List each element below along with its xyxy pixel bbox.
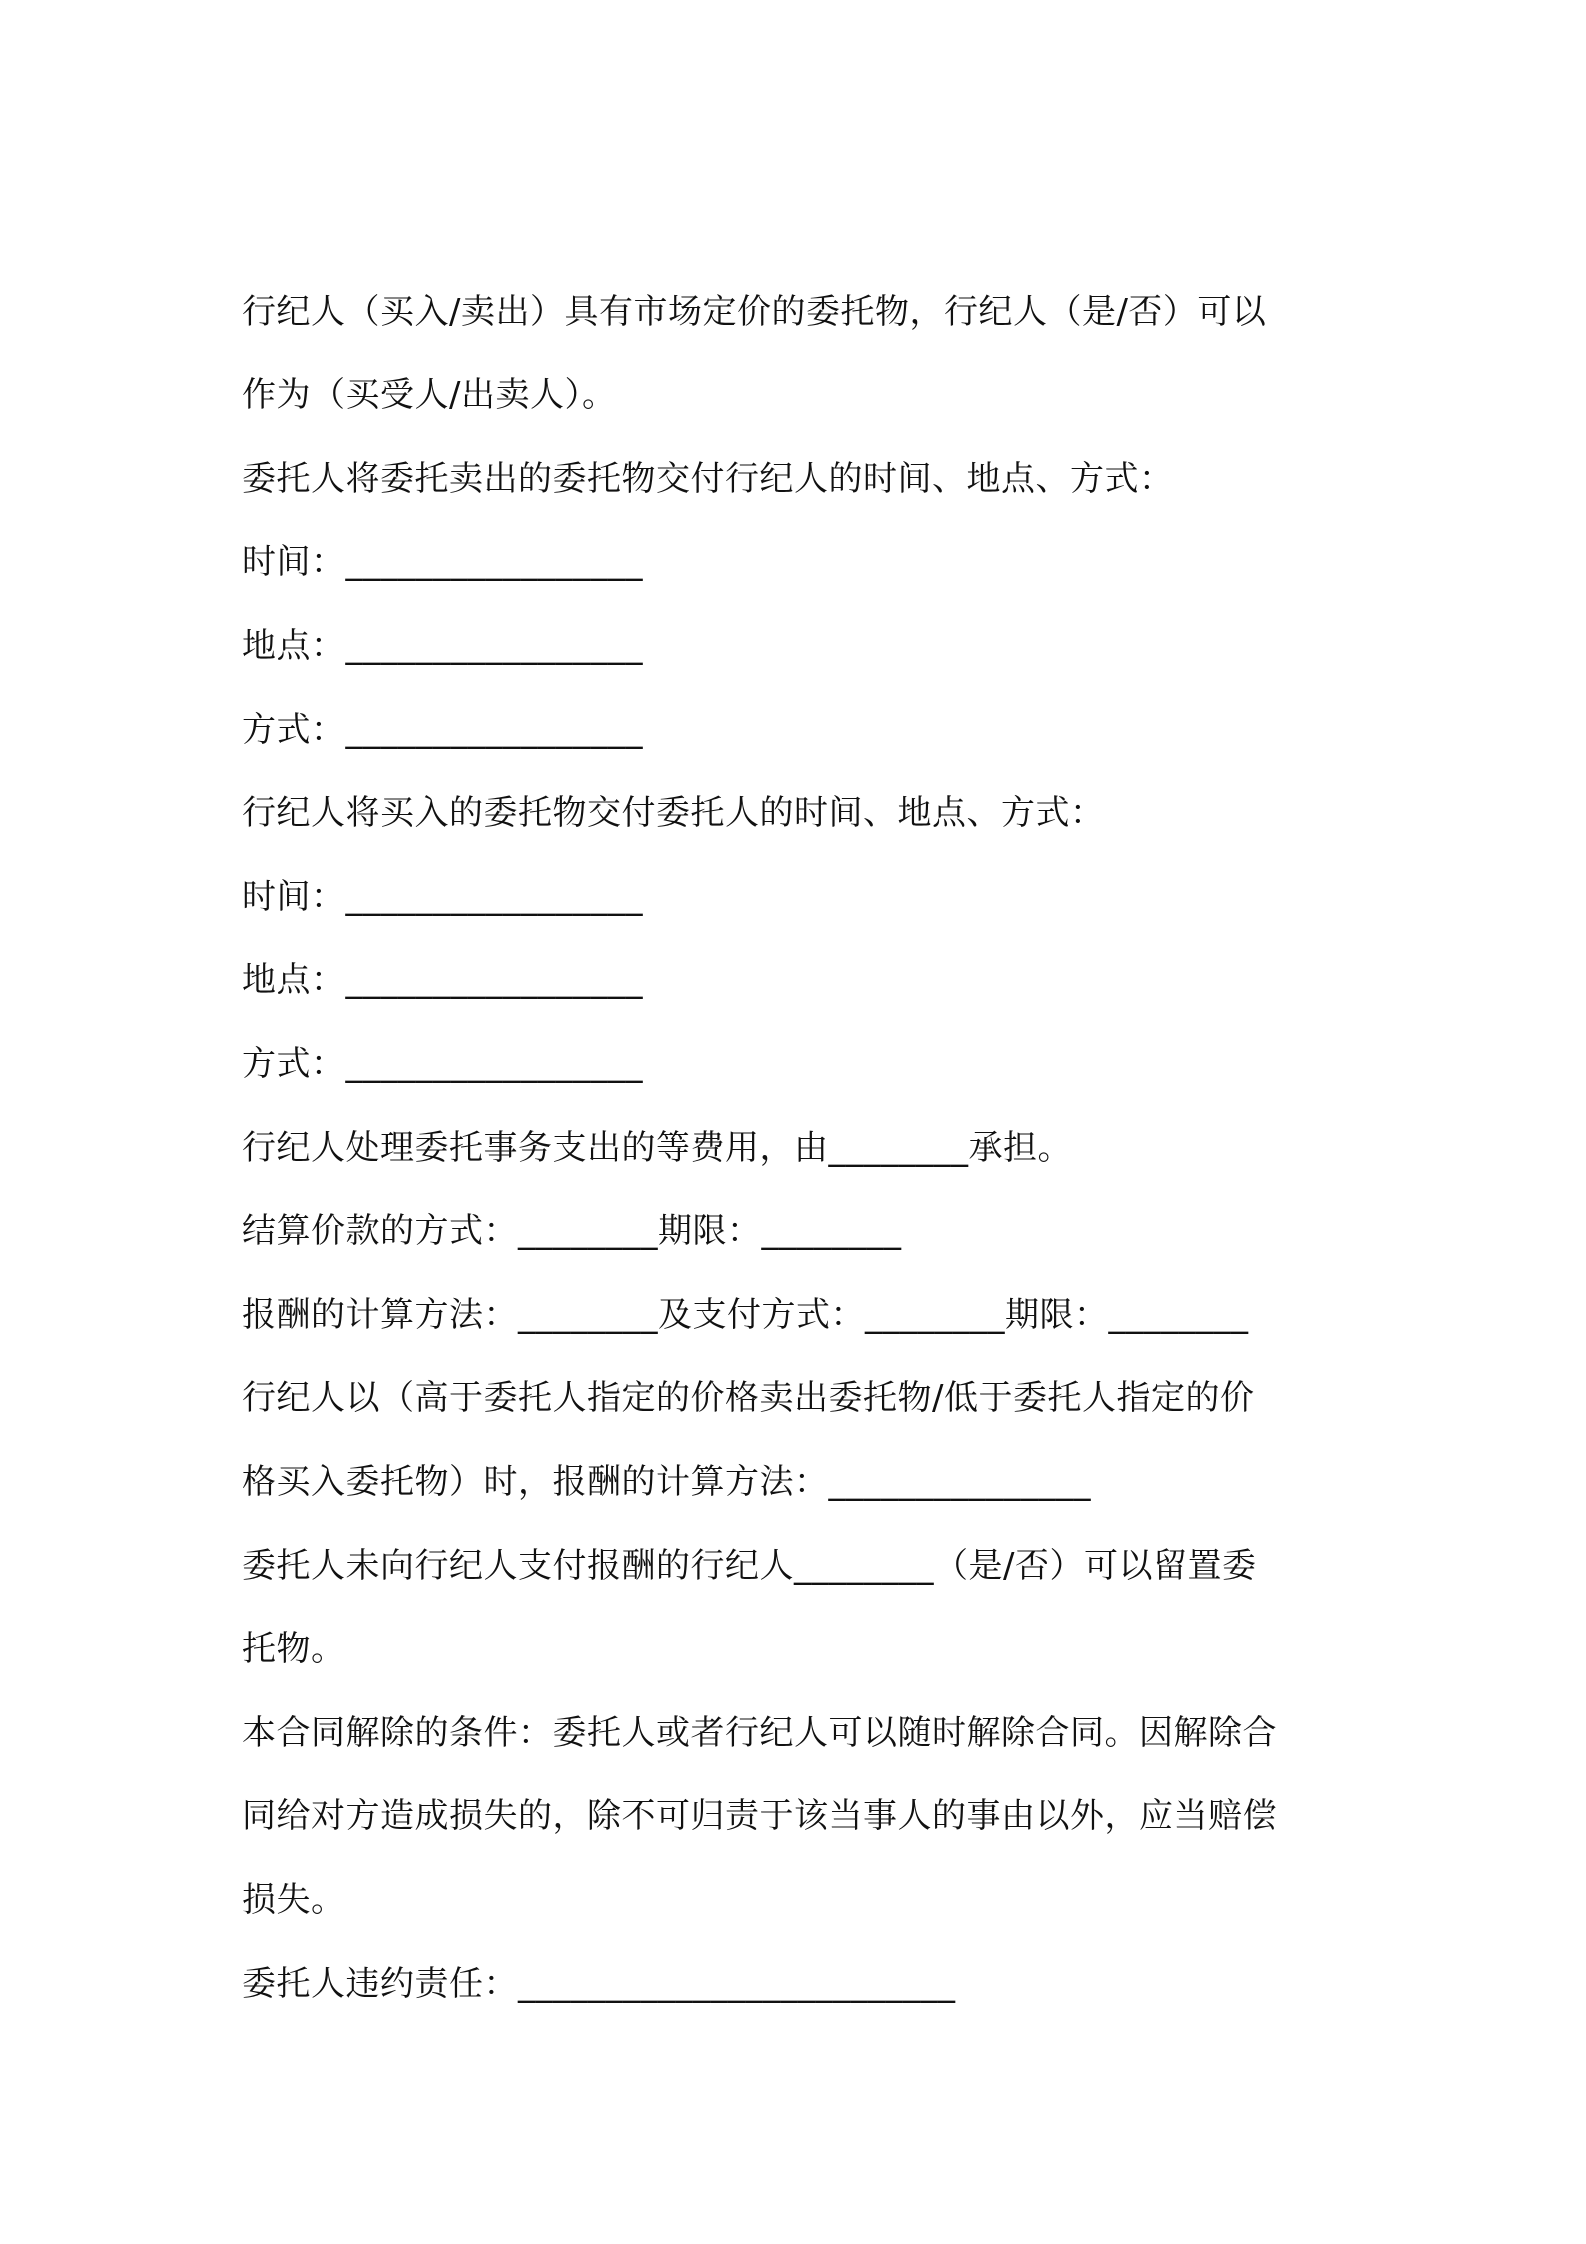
text-line-1: 行纪人（买入/卖出）具有市场定价的委托物，行纪人（是/否）可以 [242,292,1267,332]
text-line-8: 时间：_________________ [242,877,643,917]
text-line-5: 地点：_________________ [242,626,643,666]
text-line-7: 行纪人将买入的委托物交付委托人的时间、地点、方式： [242,793,1105,833]
text-line-4: 时间：_________________ [242,542,643,582]
text-line-14: 行纪人以（高于委托人指定的价格卖出委托物/低于委托人指定的价 [242,1378,1255,1418]
text-line-11: 行纪人处理委托事务支出的等费用，由________承担。 [242,1128,1072,1168]
text-line-17: 托物。 [242,1629,346,1669]
text-line-2: 作为（买受人/出卖人）。 [242,375,617,415]
text-line-19: 同给对方造成损失的，除不可归责于该当事人的事由以外，应当赔偿 [242,1796,1277,1836]
text-line-15: 格买入委托物）时，报酬的计算方法：_______________ [242,1462,1091,1502]
text-line-18: 本合同解除的条件：委托人或者行纪人可以随时解除合同。因解除合 [242,1713,1277,1753]
text-line-12: 结算价款的方式：________期限：________ [242,1211,902,1251]
text-line-21: 委托人违约责任：_________________________ [242,1964,956,2004]
text-line-16: 委托人未向行纪人支付报酬的行纪人________（是/否）可以留置委 [242,1546,1257,1586]
text-line-10: 方式：_________________ [242,1044,643,1084]
text-line-3: 委托人将委托卖出的委托物交付行纪人的时间、地点、方式： [242,459,1174,499]
text-line-13: 报酬的计算方法：________及支付方式：________期限：________ [242,1295,1249,1335]
text-line-6: 方式：_________________ [242,710,643,750]
text-line-9: 地点：_________________ [242,960,643,1000]
text-line-20: 损失。 [242,1880,346,1920]
